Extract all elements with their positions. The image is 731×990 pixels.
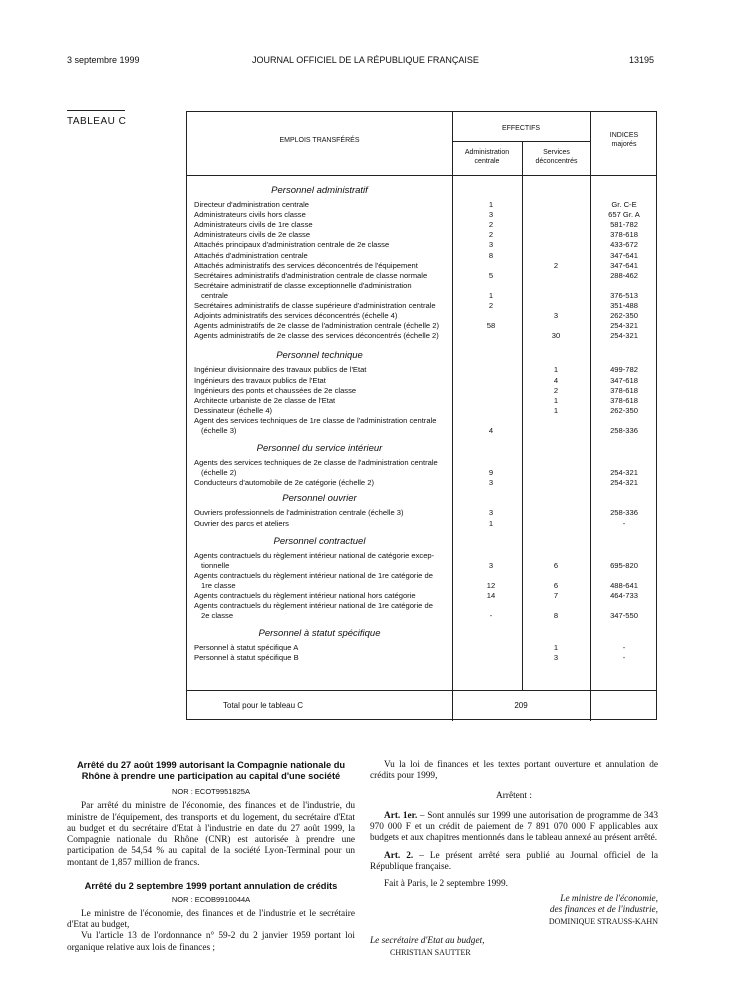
article-2-text: – Le présent arrêté sera publié au Journal officiel de la République française. — [370, 850, 658, 873]
row-services-deconcentres: 7 — [553, 591, 559, 600]
row-admin-centrale: 1 — [488, 200, 494, 209]
row-indices-majores: 499-782 — [610, 365, 638, 375]
row-label: Personnel à statut spécifique B — [194, 653, 299, 663]
row-indices-majores: 695-820 — [610, 560, 638, 570]
signature-ministre-name: DOMINIQUE STRAUSS-KAHN — [548, 917, 658, 927]
signature-ministre-title-2: des finances et de l'industrie, — [549, 904, 658, 915]
signature-secretaire-title: Le secrétaire d'Etat au budget, — [370, 935, 485, 946]
tableau-rule — [67, 110, 125, 111]
col-header-services — [523, 148, 590, 166]
row-admin-centrale: 1 — [488, 290, 494, 300]
row-label: Secrétaire administratif de classe exceptionnelle d'administration — [194, 280, 412, 290]
row-label: Architecte urbaniste de 2e classe de l'Etat — [194, 395, 336, 405]
row-label: Agents contractuels du règlement intérieur national hors catégorie — [194, 591, 416, 600]
row-services-deconcentres: 6 — [553, 580, 559, 590]
left-column — [67, 760, 355, 954]
row-label: Ouvrier des parcs et ateliers — [194, 518, 289, 528]
arrete-1-nor: NOR : ECOT9951825A — [172, 787, 250, 796]
arrete-2-preamble: Le ministre de l'économie, des finances et de l'industrie et le secrétaire d'Etat au budget, — [67, 908, 355, 931]
row-indices-majores: 288-462 — [610, 270, 638, 280]
row-services-deconcentres: 2 — [553, 260, 559, 270]
section-title: Personnel du service intérieur — [256, 443, 383, 455]
row-indices-majores: 254-321 — [610, 478, 638, 488]
row-indices-majores: - — [622, 518, 626, 528]
row-indices-majores: 347-550 — [610, 611, 638, 621]
row-label: Administrateurs civils hors classe — [194, 210, 306, 220]
row-label: Attachés d'administration centrale — [194, 250, 308, 260]
row-label: Personnel à statut spécifique A — [194, 643, 299, 653]
col-header-effectifs: EFFECTIFS — [501, 125, 541, 132]
row-services-deconcentres: 2 — [553, 385, 559, 395]
row-indices-majores: 347-618 — [610, 375, 638, 385]
row-label: Administrateurs civils de 1re classe — [194, 220, 313, 230]
row-admin-centrale: 12 — [486, 580, 496, 590]
row-label: Secrétaires administratifs d'administration centrale de classe normale — [194, 270, 428, 280]
arrete-2-title: Arrêté du 2 septembre 1999 portant annulation de crédits — [84, 881, 338, 892]
row-indices-majores: - — [622, 643, 626, 653]
row-indices-majores: - — [622, 653, 626, 663]
col-header-indices-line2: majorés — [611, 141, 637, 148]
total-value: 209 — [514, 701, 528, 710]
fait-a-paris: Fait à Paris, le 2 septembre 1999. — [384, 879, 508, 890]
article-2-label: Art. 2. — [384, 850, 414, 861]
row-indices-majores: 378-618 — [610, 385, 638, 395]
col-header-services-line2: déconcentrés — [535, 158, 578, 165]
arrete-1-title: Arrêté du 27 août 1999 autorisant la Compagnie nationale du Rhône à prendre une participation au capital d'une société — [76, 760, 346, 781]
row-label: (échelle 3) — [201, 426, 237, 435]
col-header-indices-line1: INDICES — [609, 132, 639, 139]
tableau-label: TABLEAU C — [67, 116, 127, 127]
col-header-services-line1: Services — [543, 149, 570, 156]
row-admin-centrale: 2 — [488, 220, 494, 230]
row-services-deconcentres: 4 — [553, 375, 559, 385]
row-label: Adjoints administratifs des services déconcentrés (échelle 4) — [194, 311, 398, 321]
row-label: Agents contractuels du règlement intérieur national de 1re catégorie de — [194, 570, 433, 580]
row-label: (échelle 2) — [201, 468, 237, 478]
row-admin-centrale: 4 — [488, 426, 494, 435]
total-label: Total pour le tableau C — [223, 701, 304, 710]
row-admin-centrale: 1 — [488, 518, 494, 528]
row-indices-majores: 376-513 — [610, 290, 638, 300]
header-date: 3 septembre 1999 — [67, 55, 140, 65]
row-label: Ingénieur divisionnaire des travaux publics de l'Etat — [194, 365, 367, 375]
col-header-admin — [452, 148, 522, 166]
article-1-text: – Sont annulés sur 1999 une autorisation de programme de 343 970 000 F et un crédit de paiement de 7 891 070 000 F applicables aux budgets et aux chapitres mentionnés dans le tableau annexé au présent arrêté. — [370, 810, 658, 844]
row-services-deconcentres: 6 — [553, 560, 559, 570]
row-label: centrale — [201, 290, 229, 300]
row-indices-majores: 351-488 — [610, 301, 638, 310]
row-services-deconcentres: 1 — [553, 405, 559, 415]
arrete-2-nor: NOR : ECOB9910044A — [171, 894, 251, 904]
col-header-indices — [591, 131, 657, 149]
header-page-number: 13195 — [629, 55, 655, 65]
row-indices-majores: 347-641 — [610, 260, 638, 270]
arretent: Arrêtent : — [496, 790, 532, 801]
col-divider-1 — [452, 112, 453, 721]
header-rule — [187, 175, 656, 176]
row-indices-majores: 488-641 — [610, 580, 638, 590]
row-label: Agent des services techniques de 1re classe de l'administration centrale — [194, 415, 437, 425]
row-label: Ingénieurs des travaux publics de l'Etat — [194, 375, 326, 385]
right-column — [370, 760, 658, 958]
row-indices-majores: 378-618 — [610, 230, 638, 240]
row-indices-majores: 347-641 — [610, 250, 638, 260]
section-title: Personnel technique — [276, 350, 363, 362]
row-label: Agents administratifs de 2e classe de l'administration centrale (échelle 2) — [194, 321, 439, 331]
row-services-deconcentres: 8 — [553, 611, 559, 621]
row-label: Attachés principaux d'administration centrale de 2e classe — [194, 240, 390, 250]
col-header-emplois: EMPLOIS TRANSFÉRÉS — [279, 137, 360, 144]
total-rule — [187, 690, 656, 691]
row-label: 1re classe — [201, 580, 236, 590]
row-label: Ouvriers professionnels de l'administration centrale (échelle 3) — [194, 508, 404, 518]
row-label: Conducteurs d'automobile de 2e catégorie (échelle 2) — [194, 478, 375, 488]
col-header-admin-line2: centrale — [474, 158, 500, 165]
row-indices-majores: 262-350 — [610, 405, 638, 415]
row-indices-majores: 433-672 — [610, 240, 638, 250]
row-admin-centrale: 3 — [488, 478, 494, 488]
row-indices-majores: 464-733 — [610, 591, 638, 600]
row-indices-majores: 258-336 — [610, 508, 638, 518]
row-admin-centrale: 3 — [488, 508, 494, 518]
row-admin-centrale: 3 — [488, 210, 494, 220]
row-admin-centrale: 58 — [486, 321, 496, 331]
row-admin-centrale: 3 — [488, 240, 494, 250]
row-services-deconcentres: 1 — [553, 643, 559, 653]
row-admin-centrale: 5 — [488, 270, 494, 280]
row-services-deconcentres: 3 — [553, 653, 559, 663]
effectifs-rule — [452, 141, 590, 142]
row-label: Secrétaires administratifs de classe supérieure d'administration centrale — [194, 301, 436, 310]
arrete-2-vu-article: Vu l'article 13 de l'ordonnance n° 59-2 du 2 janvier 1959 portant loi organique relative aux lois de finances ; — [67, 931, 355, 953]
row-label: Agents contractuels du règlement intérieur national de 1re catégorie de — [194, 601, 433, 611]
row-label: 2e classe — [201, 611, 234, 621]
row-label: Administrateurs civils de 2e classe — [194, 230, 311, 240]
row-admin-centrale: 14 — [486, 591, 496, 600]
row-indices-majores: 581-782 — [610, 220, 638, 230]
row-label: tionnelle — [201, 560, 230, 570]
row-indices-majores: 378-618 — [610, 395, 638, 405]
row-label: Agents contractuels du règlement intérieur national de catégorie excep- — [194, 550, 435, 560]
vu-loi-de-finances: Vu la loi de finances et les textes portant ouverture et annulation de crédits pour 1999, — [370, 760, 658, 782]
row-admin-centrale: 8 — [488, 250, 494, 260]
row-indices-majores: 254-321 — [610, 331, 638, 341]
row-indices-majores: 254-321 — [610, 321, 638, 331]
article-1 — [370, 811, 658, 845]
signature-secretaire-name: CHRISTIAN SAUTTER — [390, 947, 471, 957]
section-title: Personnel contractuel — [273, 535, 366, 547]
row-label: Agents administratifs de 2e classe des services déconcentrés (échelle 2) — [194, 331, 439, 341]
section-title: Personnel administratif — [271, 185, 368, 196]
row-indices-majores: 657 Gr. A — [608, 210, 640, 220]
arrete-1-body: Par arrêté du ministre de l'économie, des finances et de l'industrie, du ministre de l'équipement, des transports et du logement, du secrétaire d'Etat au budget et du secrétaire d'Etat à l'industrie en date du 27 août 1999, la Compagnie nationale du Rhône (CNR) est autorisée à prendre une participation de 54,54 % au capital de la société Lyon-Terminal pour un montant de 1,857 million de francs. — [67, 801, 355, 868]
row-label: Dessinateur (échelle 4) — [194, 405, 273, 415]
section-title: Personnel à statut spécifique — [258, 628, 381, 640]
row-admin-centrale: 3 — [488, 560, 494, 570]
row-services-deconcentres: 1 — [553, 395, 559, 405]
row-indices-majores: Gr. C-E — [611, 200, 637, 209]
row-admin-centrale: - — [489, 611, 493, 621]
section-title: Personnel ouvrier — [282, 493, 357, 505]
row-indices-majores: 262-350 — [610, 311, 638, 321]
row-admin-centrale: 2 — [488, 230, 494, 240]
row-admin-centrale: 2 — [488, 301, 494, 310]
col-header-admin-line1: Administration — [464, 149, 510, 156]
signature-ministre-title-1: Le ministre de l'économie, — [560, 893, 658, 904]
row-label: Agents des services techniques de 2e classe de l'administration centrale — [194, 458, 438, 468]
row-services-deconcentres: 1 — [553, 365, 559, 375]
row-admin-centrale: 9 — [488, 468, 494, 478]
row-services-deconcentres: 30 — [551, 331, 561, 341]
row-indices-majores: 254-321 — [610, 468, 638, 478]
row-services-deconcentres: 3 — [553, 311, 559, 321]
row-label: Attachés administratifs des services déconcentrés de l'équipement — [194, 260, 418, 270]
article-1-label: Art. 1er. — [384, 810, 418, 821]
row-indices-majores: 258-336 — [610, 426, 638, 435]
row-label: Directeur d'administration centrale — [194, 200, 309, 209]
tableau-c-table — [186, 111, 657, 720]
article-2 — [370, 851, 658, 874]
row-label: Ingénieurs des ponts et chaussées de 2e classe — [194, 385, 357, 395]
header-journal: JOURNAL OFFICIEL DE LA RÉPUBLIQUE FRANÇAISE — [252, 55, 479, 65]
